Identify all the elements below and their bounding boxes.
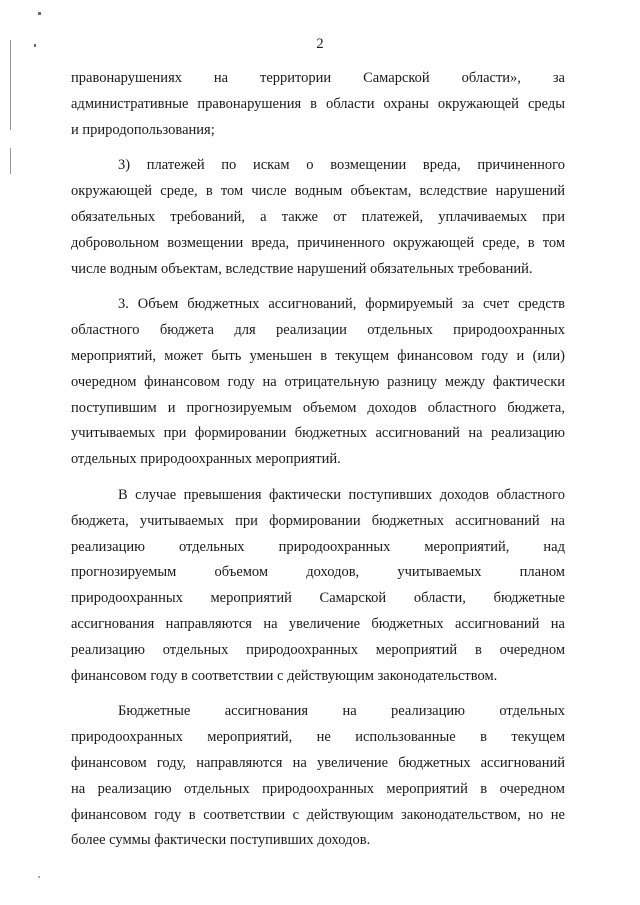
text-line: окружающей среде, в том числе водным объектам, вследствие нарушений	[71, 183, 565, 200]
text-line: на реализацию отдельных природоохранных мероприятий в очередном	[71, 780, 565, 797]
text-line: реализацию отдельных природоохранных мероприятий в очередном	[71, 641, 565, 658]
text-line: добровольном возмещении вреда, причиненного окружающей среде, в том	[71, 234, 565, 251]
text-line: финансовом году в соответствии с действующим законодательством, но не	[71, 806, 565, 823]
text-line: поступившим и прогнозируемым объемом доходов областного бюджета,	[71, 399, 565, 416]
scan-mark	[38, 876, 40, 878]
text-line: природоохранных мероприятий, не использованные в текущем	[71, 729, 565, 746]
scan-edge-line	[10, 40, 11, 130]
text-line: числе водным объектам, вследствие нарушений обязательных требований.	[71, 260, 533, 277]
text-line: мероприятий, может быть уменьшен в текущем финансовом году и (или)	[71, 347, 565, 364]
paragraph	[71, 66, 565, 143]
text-line: финансовом году, направляются на увеличение бюджетных ассигнований	[71, 754, 565, 771]
text-line: отдельных природоохранных мероприятий.	[71, 451, 341, 468]
text-line: обязательных требований, а также от платежей, уплачиваемых при	[71, 208, 565, 225]
text-line: природоохранных мероприятий Самарской области, бюджетные	[71, 590, 565, 607]
text-line: финансовом году в соответствии с действующим законодательством.	[71, 667, 498, 684]
paragraph	[71, 699, 565, 854]
text-line: прогнозируемым объемом доходов, учитываемых планом	[71, 564, 565, 581]
text-line: правонарушениях на территории Самарской области», за	[71, 70, 565, 86]
text-line: более суммы фактически поступивших доходов.	[71, 832, 371, 849]
document-body	[71, 66, 565, 854]
paragraph	[71, 153, 565, 282]
text-line: областного бюджета для реализации отдельных природоохранных	[71, 322, 565, 339]
text-line: реализацию отдельных природоохранных мероприятий, над	[71, 538, 565, 555]
text-line: бюджета, учитываемых при формировании бюджетных ассигнований на	[71, 512, 565, 529]
paragraph	[71, 292, 565, 473]
paragraph	[71, 483, 565, 689]
text-line: 3) платежей по искам о возмещении вреда, причиненного	[118, 157, 565, 174]
text-line: В случае превышения фактически поступивших доходов областного	[118, 486, 565, 503]
scan-mark	[38, 12, 41, 15]
text-line: учитываемых при формировании бюджетных ассигнований на реализацию	[71, 425, 565, 442]
text-line: ассигнования направляются на увеличение бюджетных ассигнований на	[71, 615, 565, 632]
text-line: административные правонарушения в области охраны окружающей среды	[71, 95, 565, 112]
text-line: очередном финансовом году на отрицательную разницу между фактически	[71, 373, 565, 390]
page-number: 2	[316, 36, 324, 52]
text-line: и природопользования;	[71, 121, 215, 138]
text-line: 3. Объем бюджетных ассигнований, формируемый за счет средств	[118, 296, 565, 313]
text-line: Бюджетные ассигнования на реализацию отдельных	[118, 703, 565, 720]
scan-edge-line	[10, 148, 11, 174]
